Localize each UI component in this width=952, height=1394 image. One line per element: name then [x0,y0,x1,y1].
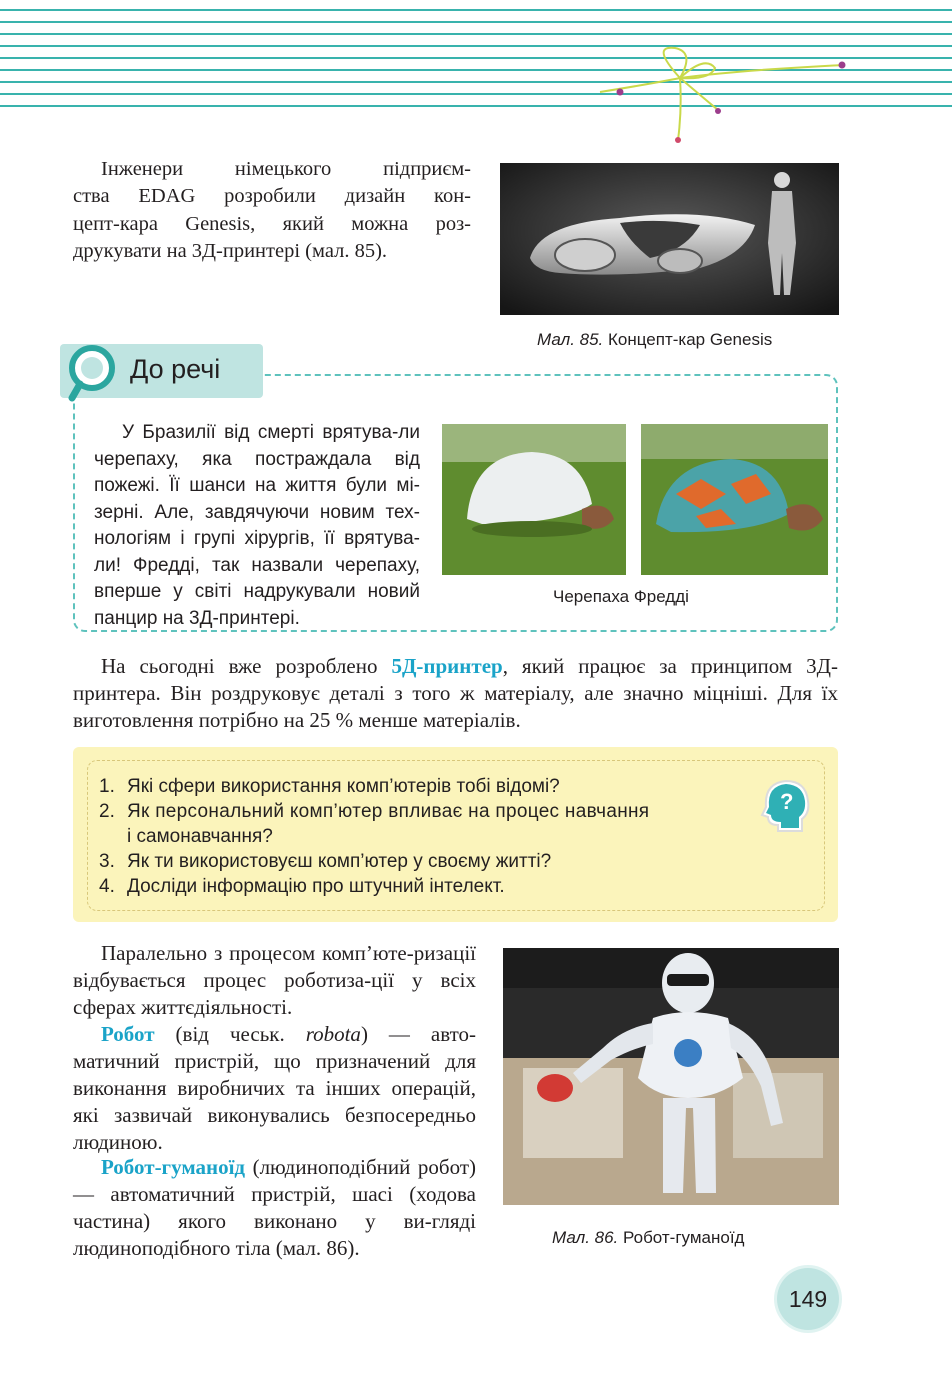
ribbon-bow-decoration [590,40,860,150]
text-post: , який працює за принципом 3Д-принтера. Він роздруковує деталі з того ж матеріалу, але значно міцніші. Для їх виготовлення потрібно на 25 % менше матеріалів. [73,654,838,732]
paragraph-5d-printer [73,653,838,734]
turtle-photo-painted-shell [641,424,828,575]
term-5d-printer: 5Д-принтер [391,654,503,678]
concept-car-photo [500,163,839,315]
humanoid-robot-photo [503,948,839,1205]
page-number: 149 [777,1268,839,1330]
text-line: друкувати на 3Д-принтері (мал. 85). [73,239,388,262]
robot-pre: (від чеськ. [154,1022,306,1046]
term-humanoid: Робот-гуманоїд [101,1155,246,1179]
paragraph-robot-definition [73,1021,476,1156]
text-line: Інженери німецького підприєм- [101,158,471,180]
term-robot: Робот [101,1022,155,1046]
figure-85-caption [537,330,772,350]
caption-label: Мал. 86. [552,1228,619,1247]
magnifier-icon [62,344,120,404]
text-line: цепт-кара Genesis, який можна роз- [73,212,471,235]
robot-italic: robota [305,1022,361,1046]
figure-86-caption [552,1228,744,1248]
text-pre: На сьогодні вже розроблено [101,654,392,678]
svg-text:?: ? [780,789,794,814]
fact-text-content: У Бразилії від смерті врятува-ли черепаху, яка постраждала від пожежі. Її шанси на життя були мі-зерні. Але, завдячуючи новим тех-нологіям і групі хірургів, її врятува-ли! Фредді, так назвали черепаху, вперше у світі надрукували новий панцир на 3Д-принтері. [94,422,420,629]
caption-label: Мал. 85. [537,330,604,349]
turtle-caption: Черепаха Фредді [553,587,689,606]
robot-post: ) — авто-матичний пристрій, що призначений для виконання виробничих та інших операцій, які зазвичай виконувались безпосередньо людиною. [73,1022,476,1154]
caption-text: Робот-гуманоїд [618,1228,745,1247]
paragraph-genesis [73,156,471,265]
caption-text: Концепт-кар Genesis [603,330,773,349]
paragraph-humanoid-definition [73,1154,476,1262]
fact-box-text [94,420,420,632]
paragraph-robotization [73,940,476,1021]
robotization-text: Паралельно з процесом комп’юте-ризації відбувається процес роботиза-ції у всіх сферах життєдіяльності. [73,941,476,1019]
turtle-photo-white-shell [442,424,626,575]
fact-box-title: До речі [130,354,221,384]
text-line: ства EDAG розробили дизайн кон- [73,185,471,208]
head-question-icon [756,777,812,835]
humanoid-post: (людиноподібний робот) — автоматичний пристрій, шасі (ходова частина) якого виконано у ви-гляді людиноподібного тіла (мал. 86). [73,1155,476,1260]
